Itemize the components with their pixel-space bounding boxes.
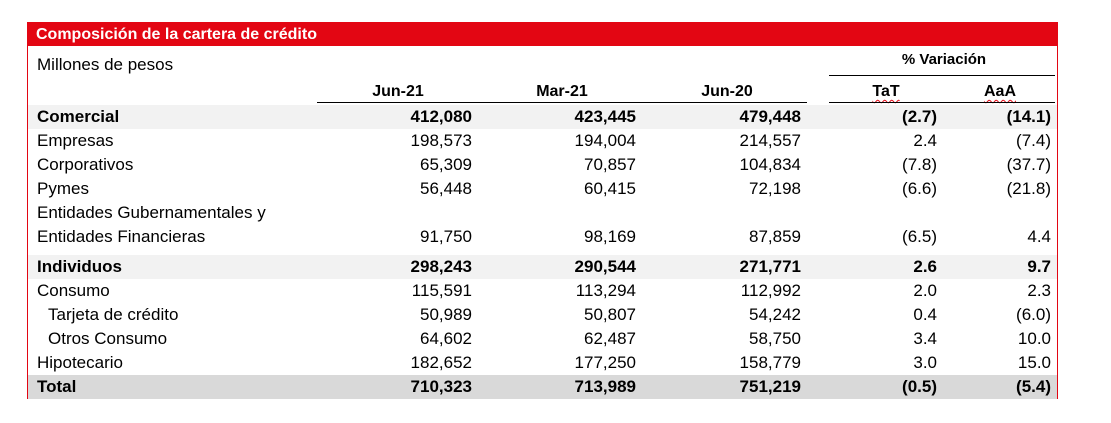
cell-aaa: 15.0 [1017, 353, 1051, 372]
row-label: Comercial [37, 107, 120, 126]
cell-jun21: 65,309 [420, 155, 472, 174]
table-row [28, 153, 1057, 177]
cell-mar21: 60,415 [584, 179, 636, 198]
row-label: Hipotecario [37, 353, 123, 372]
variation-underline [829, 75, 1055, 76]
cell-tat: (2.7) [902, 107, 937, 126]
cell-tat: 2.6 [913, 257, 937, 276]
cell-aaa: 4.4 [1027, 227, 1051, 246]
cell-jun21: 710,323 [410, 377, 472, 396]
row-label: Consumo [37, 281, 110, 300]
col-header-tat [846, 83, 926, 101]
cell-mar21: 290,544 [574, 257, 636, 276]
table-row [28, 105, 1057, 129]
row-label: Otros Consumo [48, 329, 168, 348]
col-header-jun20: Jun-20 [701, 83, 753, 100]
cell-jun20: 751,219 [739, 377, 801, 396]
cell-aaa: (5.4) [1016, 377, 1051, 396]
cell-jun21: 64,602 [420, 329, 472, 348]
cell-jun21: 182,652 [410, 353, 472, 372]
cell-tat: 3.0 [913, 353, 937, 372]
cell-tat: (6.5) [902, 227, 937, 246]
row-label: Tarjeta de crédito [48, 305, 179, 324]
cell-mar21: 177,250 [574, 353, 636, 372]
col-header-jun21: Jun-21 [372, 83, 424, 100]
cell-aaa: (14.1) [1006, 107, 1051, 126]
cell-jun21: 198,573 [410, 131, 472, 150]
units-label: Millones de pesos [37, 55, 174, 74]
row-label: Entidades Gubernamentales y [37, 203, 266, 222]
cell-mar21: 50,807 [584, 305, 636, 324]
cell-jun20: 87,859 [749, 227, 801, 246]
row-label: Total [37, 377, 77, 396]
cell-jun20: 214,557 [739, 131, 801, 150]
cell-jun21: 115,591 [411, 281, 472, 300]
cell-aaa: (6.0) [1016, 305, 1051, 324]
table-row [28, 303, 1057, 327]
cell-mar21: 113,294 [575, 281, 636, 300]
cell-aaa: (21.8) [1006, 179, 1051, 198]
cell-jun21: 91,750 [420, 227, 472, 246]
cell-jun20: 54,242 [749, 305, 801, 324]
cell-aaa: (7.4) [1016, 131, 1051, 150]
col-header-aaa-text: AaA [983, 83, 1016, 100]
row-label: Entidades Financieras [37, 227, 206, 246]
cell-jun21: 56,448 [420, 179, 472, 198]
table-row [28, 351, 1057, 375]
cell-jun21: 412,080 [410, 107, 472, 126]
cell-jun20: 158,779 [739, 353, 801, 372]
header-underline-dates [317, 102, 807, 103]
cell-tat: 3.4 [913, 329, 937, 348]
cell-tat: (7.8) [902, 155, 937, 174]
cell-jun20: 271,771 [739, 257, 801, 276]
cell-aaa: (37.7) [1006, 155, 1051, 174]
col-header-tat-text: TaT [872, 83, 900, 100]
cell-mar21: 194,004 [574, 131, 636, 150]
cell-aaa: 10.0 [1017, 329, 1051, 348]
cell-jun20: 112,992 [740, 281, 801, 300]
cell-aaa: 2.3 [1027, 281, 1051, 300]
cell-mar21: 70,857 [584, 155, 636, 174]
cell-jun20: 479,448 [739, 107, 801, 126]
cell-mar21: 98,169 [584, 227, 636, 246]
cell-tat: (0.5) [902, 377, 937, 396]
cell-jun20: 58,750 [749, 329, 801, 348]
cell-tat: (6.6) [902, 179, 937, 198]
credit-portfolio-table [27, 22, 1058, 399]
cell-jun20: 72,198 [749, 179, 801, 198]
table-row [28, 201, 1057, 225]
table-row-total [28, 375, 1057, 399]
cell-mar21: 62,487 [584, 329, 636, 348]
cell-mar21: 713,989 [574, 377, 636, 396]
cell-mar21: 423,445 [574, 107, 636, 126]
table-row [28, 129, 1057, 153]
cell-tat: 0.4 [913, 305, 937, 324]
table-row [28, 255, 1057, 279]
header-underline-variation [829, 102, 1055, 103]
table-body [28, 105, 1057, 399]
row-label: Empresas [37, 131, 114, 150]
row-label: Corporativos [37, 155, 134, 174]
col-header-mar21: Mar-21 [536, 83, 588, 100]
table-row [28, 177, 1057, 201]
cell-aaa: 9.7 [1027, 257, 1051, 276]
cell-jun20: 104,834 [739, 155, 801, 174]
cell-jun21: 50,989 [420, 305, 472, 324]
row-label: Pymes [37, 179, 89, 198]
table-row [28, 279, 1057, 303]
variation-header: % Variación [901, 51, 987, 68]
cell-jun21: 298,243 [410, 257, 472, 276]
cell-tat: 2.4 [913, 131, 937, 150]
row-label: Individuos [37, 257, 122, 276]
table-row [28, 327, 1057, 351]
table-title: Composición de la cartera de crédito [28, 23, 1057, 46]
col-header-aaa [960, 83, 1040, 101]
cell-tat: 2.0 [913, 281, 937, 300]
table-row [28, 225, 1057, 249]
